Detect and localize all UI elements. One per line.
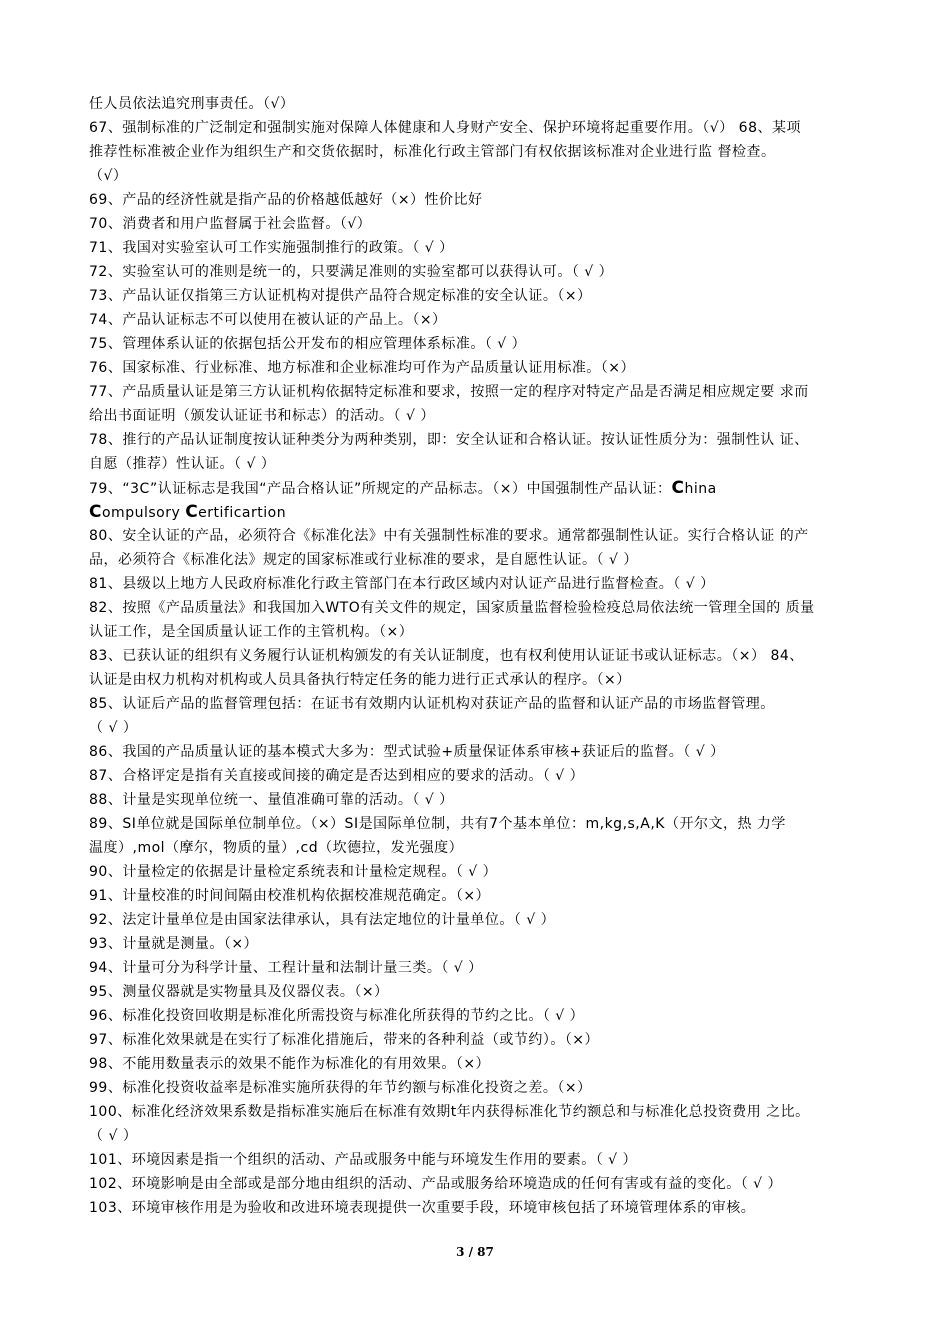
text-line: 72、实验室认可的准则是统一的，只要满足准则的实验室都可以获得认可。（ √ ） (89, 264, 614, 280)
text-line: 82、按照《产品质量法》和我国加入WTO有关文件的规定，国家质量监督检验检疫总局依法统一管理全国的 质量 (89, 600, 815, 616)
text-line: 96、标准化投资回收期是标准化所需投资与标准化所获得的节约之比。（ √ ） (89, 1008, 585, 1024)
text-line: 100、标准化经济效果系数是指标准实施后在标准有效期t年内获得标准化节约额总和与标准化总投资费用 之比。 (89, 1104, 810, 1120)
text-line: 97、标准化效果就是在实行了标准化措施后，带来的各种利益（或节约）。（×） (89, 1032, 600, 1048)
text-line: 75、管理体系认证的依据包括公开发布的相应管理体系标准。（ √ ） (89, 336, 527, 352)
text-line: 70、消费者和用户监督属于社会监督。（√） (89, 216, 372, 232)
text-line: 温度）,mol（摩尔，物质的量）,cd（坎德拉，发光强度） (89, 840, 464, 856)
text-line: 认证工作，是全国质量认证工作的主管机构。（×） (89, 624, 414, 640)
text-line: 92、法定计量单位是由国家法律承认，具有法定地位的计量单位。（ √ ） (89, 912, 556, 928)
text-line: Compulsory Certificartion (89, 502, 287, 522)
text-line: 98、不能用数量表示的效果不能作为标准化的有用效果。（×） (89, 1056, 491, 1072)
text-line: （√） (89, 168, 128, 184)
text-line: 99、标准化投资收益率是标准实施所获得的年节约额与标准化投资之差。（×） (89, 1080, 592, 1096)
text-line: 76、国家标准、行业标准、地方标准和企业标准均可作为产品质量认证用标准。（×） (89, 360, 636, 376)
text-line: 给出书面证明（颁发认证证书和标志）的活动。（ √ ） (89, 408, 435, 424)
text-line: 认证是由权力机构对机构或人员具备执行特定任务的能力进行正式承认的程序。（×） (89, 672, 631, 688)
text-line: 88、计量是实现单位统一、量值准确可靠的活动。（ √ ） (89, 792, 454, 808)
text-line: 自愿（推荐）性认证。（ √ ） (89, 456, 276, 472)
text-line: 83、已获认证的组织有义务履行认证机构颁发的有关认证制度，也有权利使用认证证书或认证标志。（×） 84、 (89, 648, 804, 664)
text-line: 79、“3C”认证标志是我国“产品合格认证”所规定的产品标志。（×）中国强制性产品认证：China (89, 478, 717, 498)
text-line: 86、我国的产品质量认证的基本模式大多为：型式试验+质量保证体系审核+获证后的监督。（ √ ） (89, 744, 725, 760)
text-line: （ √ ） (89, 1128, 138, 1144)
text-line: （ √ ） (89, 720, 138, 736)
text-line: 103、环境审核作用是为验收和改进环境表现提供一次重要手段，环境审核包括了环境管理体系的审核。 (89, 1200, 756, 1216)
text-line: 80、安全认证的产品，必须符合《标准化法》中有关强制性标准的要求。通常都强制性认证。实行合格认证 的产 (89, 528, 809, 544)
text-line: 74、产品认证标志不可以使用在被认证的产品上。（×） (89, 312, 447, 328)
text-line: 任人员依法追究刑事责任。（√） (89, 96, 295, 112)
text-line: 101、环境因素是指一个组织的活动、产品或服务中能与环境发生作用的要素。（ √ ） (89, 1152, 638, 1168)
page-number: 3 / 87 (456, 1245, 494, 1259)
text-line: 95、测量仪器就是实物量具及仪器仪表。（×） (89, 984, 389, 1000)
text-line: 67、强制标准的广泛制定和强制实施对保障人体健康和人身财产安全、保护环境将起重要作用。（√） 68、某项 (89, 120, 801, 136)
text-line: 102、环境影响是由全部或是部分地由组织的活动、产品或服务给环境造成的任何有害或有益的变化。（ √ ） (89, 1176, 783, 1192)
text-line: 91、计量校准的时间间隔由校准机构依据校准规范确定。（×） (89, 888, 491, 904)
text-line: 品，必须符合《标准化法》规定的国家标准或行业标准的要求，是自愿性认证。（ √ ） (89, 552, 638, 568)
document-body (89, 92, 901, 1220)
text-line: 94、计量可分为科学计量、工程计量和法制计量三类。（ √ ） (89, 960, 483, 976)
text-line: 71、我国对实验室认可工作实施强制推行的政策。（ √ ） (89, 240, 454, 256)
text-line: 81、县级以上地方人民政府标准化行政主管部门在本行政区域内对认证产品进行监督检查。（ √ ） (89, 576, 715, 592)
text-line: 69、产品的经济性就是指产品的价格越低越好（×）性价比好 (89, 192, 483, 208)
text-line: 73、产品认证仅指第三方认证机构对提供产品符合规定标准的安全认证。（×） (89, 288, 592, 304)
text-line: 89、SI单位就是国际单位制单位。（×）SI是国际单位制，共有7个基本单位：m,kg,s,A,K（开尔文，热 力学 (89, 816, 786, 832)
text-line: 87、合格评定是指有关直接或间接的确定是否达到相应的要求的活动。（ √ ） (89, 768, 585, 784)
text-line: 78、推行的产品认证制度按认证种类分为两种类别，即：安全认证和合格认证。按认证性质分为：强制性认 证、 (89, 432, 809, 448)
text-line: 90、计量检定的依据是计量检定系统表和计量检定规程。（ √ ） (89, 864, 498, 880)
text-line: 85、认证后产品的监督管理包括：在证书有效期内认证机构对获证产品的监督和认证产品的市场监督管理。 (89, 696, 775, 712)
text-line: 93、计量就是测量。（×） (89, 936, 259, 952)
text-line: 推荐性标准被企业作为组织生产和交货依据时，标准化行政主管部门有权依据该标准对企业进行监 督检查。 (89, 144, 776, 160)
text-line: 77、产品质量认证是第三方认证机构依据特定标准和要求，按照一定的程序对特定产品是否满足相应规定要 求而 (89, 384, 809, 400)
